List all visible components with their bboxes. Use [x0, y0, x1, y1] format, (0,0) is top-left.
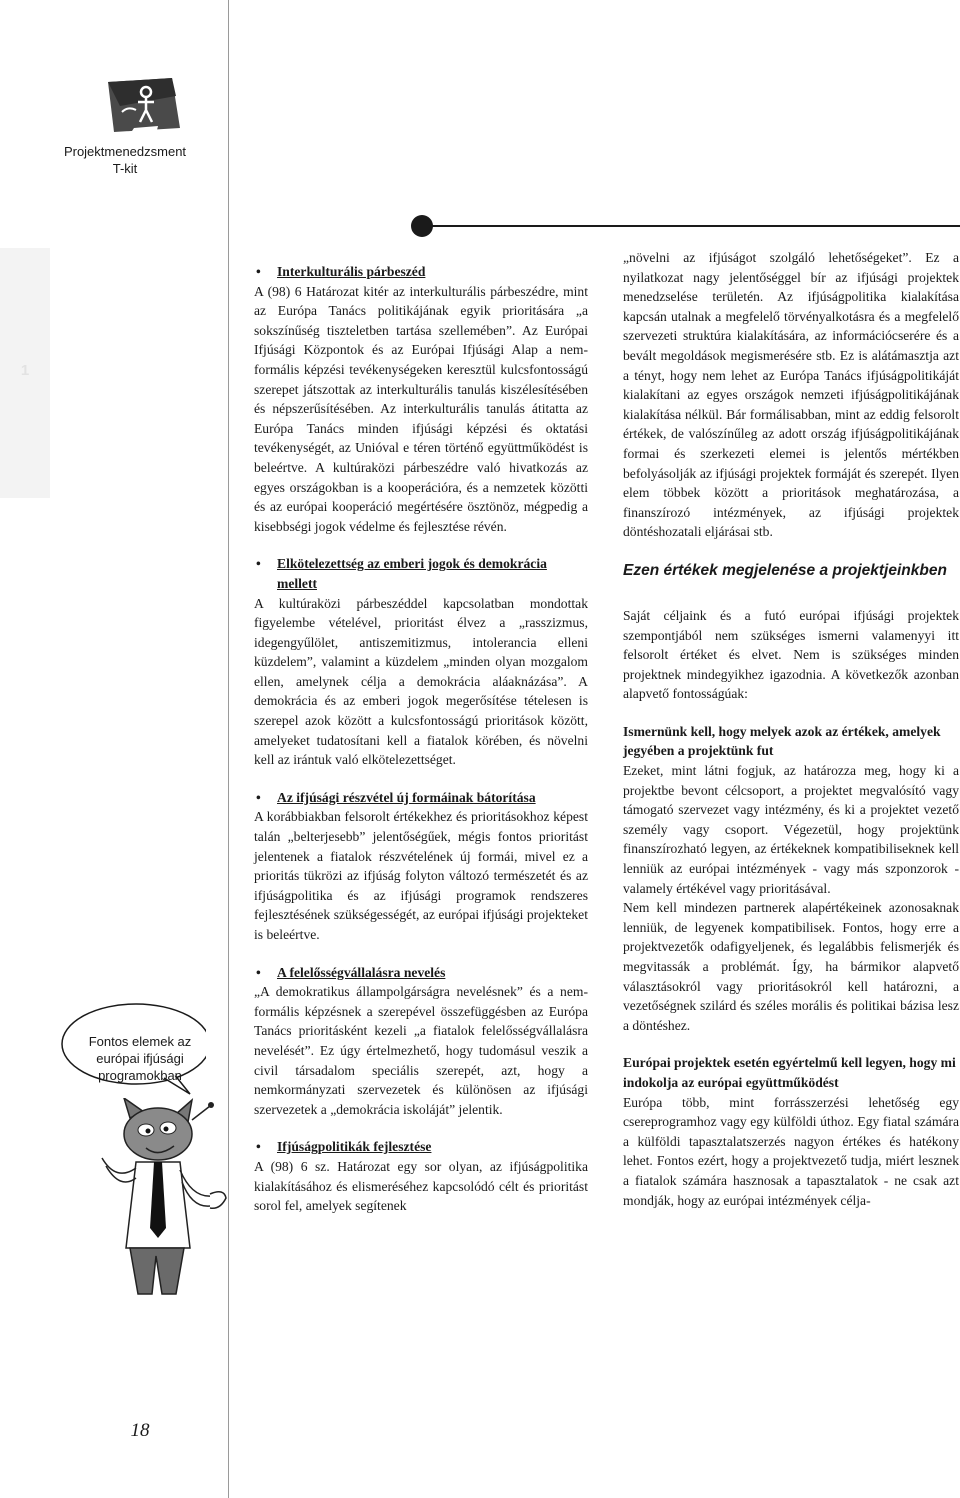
paragraph: A (98) 6 Határozat kitér az interkulturális párbeszédre, mint az Európa Tanács politikájának egyik prioritására „a sokszínűség tiszteletben tartása szellemében”. Az Európai Ifjúsági Központok és az Európai Ifjúsági Alap a nem-formális képzési tevékenységeken keresztül kulcsfontosságú szerepet játszottak az interkulturális tanulás kiszélesítésében és népszerűsítésében. Az interkulturális tanulás átitatta az Európa Tanács minden ifjúsági képzési és oktatási tevékenységét, az Unióval e téren történő együttműködést is beleértve. A kultúraközi párbeszédre való hivatkozás az egyes országokban is a kooperációra, és a nemzetek közötti és az európai kooperáció megértésére ösztönöz, mégpedig a kisebbségi jogok védelme és fejlesztése révén.	[254, 283, 588, 534]
bold-heading: Ismernünk kell, hogy melyek azok az értékek, amelyek jegyében a projektünk fut	[623, 723, 941, 759]
chapter-number: 1	[20, 362, 30, 379]
heading-text: Ifjúságpolitikák fejlesztése	[277, 1139, 432, 1155]
cat-mascot-icon	[80, 1098, 230, 1300]
paragraph: „A demokratikus állampolgárságra nevelésnek” és a nem-formális képzésnek a szerepével összefüggésben az Európa Tanács prioritásként kezeli „a fiatalok felelősségvállalásra nevelését”. Ez úgy értelmezhető, hogy tudomásul veszik a civil társadalom speciális szerepét, azt, hogy a nemkormányzati szervezetek és különösen az ifjúsági szervezetek a „demokrácia iskoláját” jelentik.	[254, 984, 588, 1117]
section-heading	[254, 262, 588, 282]
section-heading	[254, 554, 588, 593]
bullet-icon: •	[256, 556, 261, 572]
paragraph: A (98) 6 sz. Határozat egy sor olyan, az ifjúságpolitika kialakításához és elismeréséhez kapcsolódó célt és prioritást sorol fel, amelyek segítenek	[254, 1158, 588, 1214]
paragraph: Ezeket, mint látni fogjuk, az határozza meg, hogy ki a projektbe bevont célcsoport, a projektet megvalósító vagy támogató szervezet vagy intézmény, és ki a projektet vezető személy vagy csoport. Végezetül, hogy projektünk finanszírozható legyen, az értékeknek kompatibiliseknek kell lenniük az európai intézmények - vagy más szponzorok - valamely értékével vagy prioritásával.	[623, 763, 959, 896]
left-column	[254, 262, 588, 1216]
bullet-icon: •	[256, 964, 261, 980]
callout-line3: programokban	[98, 1068, 182, 1083]
paragraph: Saját céljaink és a futó európai ifjúsági projektek szempontjából nem szükséges ismerni valamenyyi itt felsorolt értéket és elvet. Nem is szükséges minden projektnek mindegyikhez igazodnia. A következők azonban alapvető fontosságúak:	[623, 607, 959, 702]
subsection-heading: Ezen értékek megjelenése a projektjeinkben	[623, 561, 947, 579]
bullet-icon: •	[256, 264, 261, 279]
bold-heading: Európai projektek esetén egyértelmű kell legyen, hogy mi indokolja az európai együttműködést	[623, 1055, 956, 1090]
section-heading	[254, 1137, 588, 1157]
t-kit-logo-icon	[106, 76, 182, 134]
sidebar	[0, 0, 229, 1498]
bullet-icon: •	[256, 1139, 261, 1155]
kit-title	[50, 143, 200, 177]
section-heading	[254, 963, 588, 983]
callout-text	[60, 1033, 220, 1084]
callout-line2: európai ifjúsági	[96, 1051, 184, 1066]
page-number: 18	[130, 1420, 150, 1441]
paragraph: Nem kell mindezen partnerek alapértékeinek azonosaknak lenniük, de legyenek kompatibilisek. Fontos, hogy erre a projektvezetők odafigyeljenek, és legalábbis felismerjék és megvitassák a problémát. Így, ha bármikor alapvető választásokról vagy prioritásokról kell határozni, a vezetőségnek szilárd és széles morális és politikai bázisa lesz a döntéshez.	[623, 900, 959, 1033]
paragraph: A kultúraközi párbeszéddel kapcsolatban mondottak figyelembe vételével, prioritást élvez a „rasszizmus, idegengyűlölet, antiszemitizmus, intolerancia elleni küzdelem”, valamint a küzdelem „minden olyan mozgalom ellen, amelynek célja a demokrácia aláaknázása”. A demokrácia és az emberi jogok megerősítése tételesen is szerepel azok között a kulcsfontosságú prioritások között, amelyeket tudatosítani kell a fiatalok körében, és növelni kell az irántuk való elkötelezettséget.	[254, 595, 588, 768]
kit-title-line1: Projektmenedzsment	[63, 144, 187, 159]
section-divider	[410, 214, 960, 238]
heading-text: Interkulturális párbeszéd	[277, 264, 426, 279]
paragraph: A korábbiakban felsorolt értékekhez és prioritásokhoz képest talán „belterjesebb” jelentőségűek, mégis fontos prioritást jelentenek a fiatalok részvételének új formái, mivel ez a prioritás tükrözi az ifjúság folyton változó természetét és az ifjúságpolitika és az ifjúsági programok rendszeres fejlesztésének szükségességét, az európai ifjúsági projekteket is beleértve.	[254, 809, 588, 942]
paragraph: Európa több, mint forrásszerzési lehetőség egy csereprogramhoz vagy egy külföldi úthoz. Egy fiatal számára a külföldi tapasztalatszerzés nagyon értékes és hatékony lehet. Fontos ezért, hogy a projektvezető tudja, miért lesznek a fiatalok számára hasznosak a tapasztalatok - ne csak azt mondják, hogy az európai intézmények célja-	[623, 1094, 959, 1208]
bullet-icon: •	[256, 789, 261, 805]
kit-title-line2: T-kit	[112, 161, 138, 176]
paragraph: „növelni az ifjúságot szolgáló lehetőségeket”. Ez a nyilatkozat nagy jelentőséggel bír az ifjúsági projektek menedzselése területén. Az ifjúságpolitika kialakítása kapcsán utalnak a megfelelő törvényalkotásra és a megfelelő szervezeti struktúra kialakítására, az információcserére és a bevált megoldások megismerésére stb. Ez is alátámasztja azt a tényt, hogy nem lehet az Európa Tanács ifjúságpolitikáját kialakítani az egyes országok nemzeti ifjúságpolitikájának kialakítása nélkül. Bár formálisabban, mint az eddig felsorolt értékek, de valószínűleg az adott ország ifjúságpolitikájának formai és szerkezeti elemei is jelentős mértékben befolyásolják az ifjúsági projektek formáját és szerepét. Ilyen elem többek között a prioritások meghatározása, a finanszírozó intézmények, az ifjúsági projektek döntéshozatali eljárásai stb.	[623, 250, 959, 540]
heading-text: A felelősségvállalásra nevelés	[277, 964, 446, 980]
right-column	[623, 248, 959, 1210]
callout-line1: Fontos elemek az	[88, 1034, 192, 1049]
heading-text: Elkötelezettség az emberi jogok és demokrácia mellett	[277, 556, 547, 591]
section-heading	[254, 788, 588, 808]
heading-text: Az ifjúsági részvétel új formáinak bátorítása	[277, 789, 536, 805]
